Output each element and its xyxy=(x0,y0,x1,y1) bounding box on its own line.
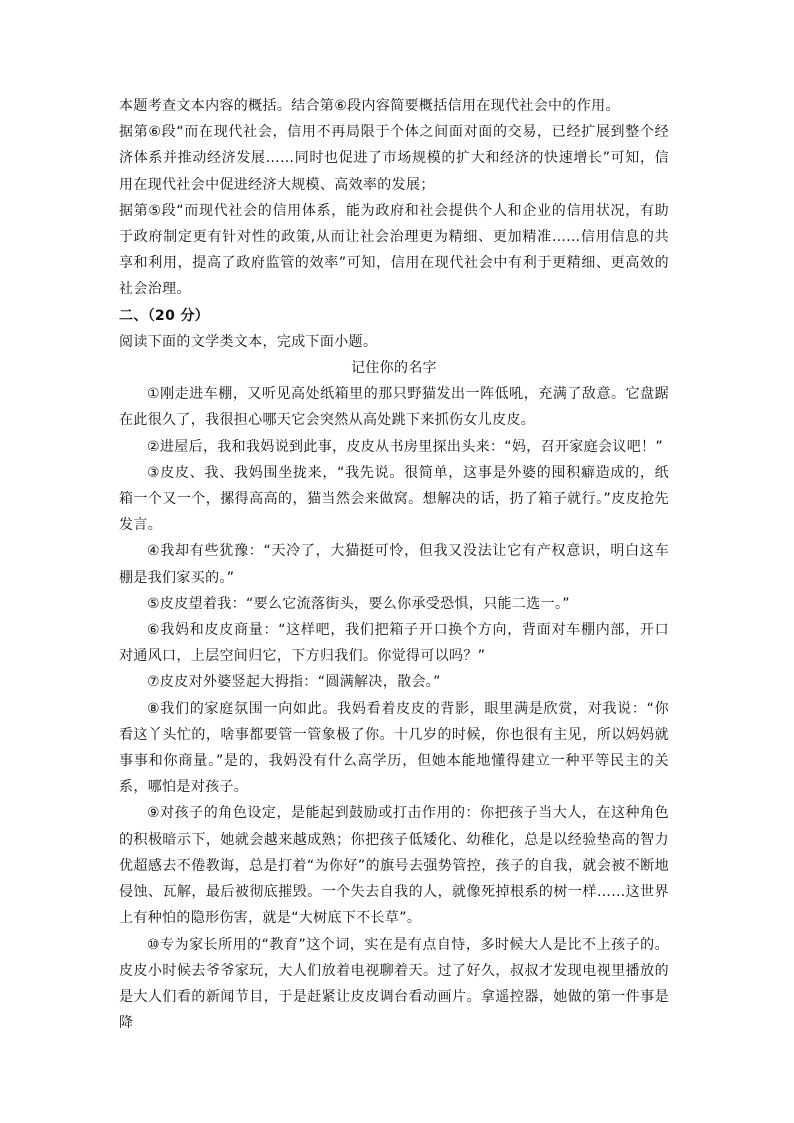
paragraph-6: ⑥我妈和皮皮商量：“这样吧，我们把箱子开口换个方向，背面对车棚内部，开口对通风口，上层空间归它，下方归我们。你觉得可以吗？” xyxy=(119,622,669,665)
answer-line-3: 据第⑤段“而现代社会的信用体系，能为政府和社会提供个人和企业的信用状况，有助于政府制定更有针对性的政策,从而让社会治理更为精细、更加精准……信用信息的共享和利用，提高了政府监管的效率”可知，信用在现代社会中有利于更精细、更高效的社会治理。 xyxy=(119,202,669,298)
section-heading: 二、（20 分） xyxy=(119,307,210,324)
paragraph-2: ②进屋后，我和我妈说到此事，皮皮从书房里探出头来：“妈，召开家庭会议吧！” xyxy=(147,438,664,455)
paragraph-8: ⑧我们的家庭氛围一向如此。我妈看着皮皮的背影，眼里满是欣赏，对我说：“你看这丫头忙的，啥事都要管一管象极了你。十几岁的时候，你也很有主见，所以妈妈就事事和你商量。”是的，我妈没有什么高学历，但她本能地懂得建立一种平等民主的关系，哪怕是对孩子。 xyxy=(119,700,669,796)
section-instruction: 阅读下面的文学类文本，完成下面小题。 xyxy=(119,333,378,350)
paragraph-10: ⑩专为家长所用的“教育”这个词，实在是有点自恃，多时候大人是比不上孩子的。皮皮小时候去爷爷家玩，大人们放着电视聊着天。过了好久，叔叔才发现电视里播放的是大人们看的新闻节目，于是赶紧让皮皮调台看动画片。拿遥控器，她做的第一件事是降 xyxy=(119,936,669,1032)
document-body xyxy=(119,93,669,1036)
paragraph-1: ①刚走进车棚，又听见高处纸箱里的那只野猫发出一阵低吼，充满了敌意。它盘踞在此很久了，我很担心哪天它会突然从高处跳下来抓伤女儿皮皮。 xyxy=(119,386,669,429)
paragraph-5: ⑤皮皮望着我：“要么它流落街头，要么你承受恐惧，只能二选一。” xyxy=(147,595,570,612)
answer-line-1: 本题考查文本内容的概括。结合第⑥段内容简要概括信用在现代社会中的作用。 xyxy=(119,98,620,114)
paragraph-4: ④我却有些犹豫：“天冷了，大猫挺可怜，但我又没法让它有产权意识，明白这车棚是我们家买的。” xyxy=(119,543,669,586)
paragraph-3: ③皮皮、我、我妈围坐拢来，“我先说。很简单，这事是外婆的囤积癖造成的，纸箱一个又一个，摞得高高的，猫当然会来做窝。想解决的话，扔了箱子就行。”皮皮抢先发言。 xyxy=(119,464,669,534)
paragraph-7: ⑦皮皮对外婆竖起大拇指：“圆满解决，散会。” xyxy=(147,674,441,691)
paragraph-9: ⑨对孩子的角色设定，是能起到鼓励或打击作用的：你把孩子当大人，在这种角色的积极暗示下，她就会越来越成熟；你把孩子低矮化、幼稚化，总是以经验垫高的智力优超感去不倦教诲，总是打着“为你好”的旗号去强势管控，孩子的自我，就会被不断地侵蚀、瓦解，最后被彻底摧毁。一个失去自我的人，就像死掉根系的树一样……这世界上有种怕的隐形伤害，就是“大树底下不长草”。 xyxy=(119,805,669,927)
answer-line-2: 据第⑥段“而在现代社会，信用不再局限于个体之间面对面的交易，已经扩展到整个经济体系并推动经济发展……同时也促进了市场规模的扩大和经济的快速增长”可知，信用在现代社会中促进经济大规模、高效率的发展； xyxy=(119,124,669,193)
story-title: 记住你的名字 xyxy=(350,360,438,377)
